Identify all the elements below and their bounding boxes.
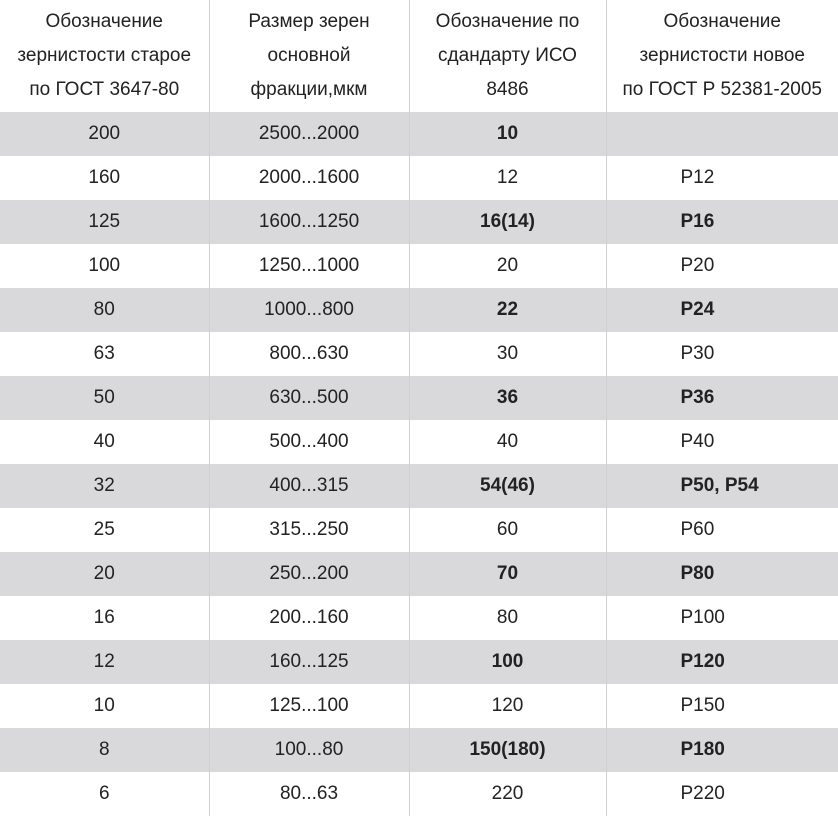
cell-grain-size: 1000...800: [209, 288, 409, 332]
cell-iso: 100: [409, 640, 606, 684]
cell-iso: 220: [409, 772, 606, 816]
cell-grain-size: 500...400: [209, 420, 409, 464]
cell-new-gost: P24: [606, 288, 838, 332]
cell-grain-size: 800...630: [209, 332, 409, 376]
cell-iso: 80: [409, 596, 606, 640]
cell-grain-size: 1600...1250: [209, 200, 409, 244]
cell-grain-size: 80...63: [209, 772, 409, 816]
cell-grain-size: 1250...1000: [209, 244, 409, 288]
cell-old-gost: 10: [0, 684, 209, 728]
cell-old-gost: 20: [0, 552, 209, 596]
cell-grain-size: 315...250: [209, 508, 409, 552]
cell-old-gost: 80: [0, 288, 209, 332]
cell-grain-size: 200...160: [209, 596, 409, 640]
table-row: [0, 288, 838, 332]
table-row: [0, 640, 838, 684]
table-row: [0, 244, 838, 288]
cell-grain-size: 250...200: [209, 552, 409, 596]
cell-new-gost: P220: [680, 783, 725, 804]
cell-iso: 120: [409, 684, 606, 728]
cell-grain-size: 630...500: [209, 376, 409, 420]
table-row: [0, 376, 838, 420]
header-new-gost: Обозначение зернистости новое по ГОСТ Р 52381-2005: [606, 0, 838, 112]
header-iso: Обозначение по сдандарту ИСО 8486: [409, 0, 606, 112]
cell-iso: 12: [409, 156, 606, 200]
cell-old-gost: 200: [0, 112, 209, 156]
cell-iso: 36: [409, 376, 606, 420]
cell-grain-size: 400...315: [209, 464, 409, 508]
cell-old-gost: 16: [0, 596, 209, 640]
cell-iso: 40: [409, 420, 606, 464]
cell-old-gost: 125: [0, 200, 209, 244]
cell-grain-size: 2000...1600: [209, 156, 409, 200]
table-row: [0, 596, 838, 640]
cell-new-gost: P12: [680, 167, 715, 188]
cell-iso: 10: [409, 112, 606, 156]
table-row: [0, 772, 838, 816]
cell-old-gost: 8: [0, 728, 209, 772]
cell-old-gost: 160: [0, 156, 209, 200]
cell-iso: 22: [409, 288, 606, 332]
header-grain-size: Размер зерен основной фракции,мкм: [209, 0, 409, 112]
cell-new-gost: P120: [606, 640, 838, 684]
cell-grain-size: 125...100: [209, 684, 409, 728]
cell-old-gost: 100: [0, 244, 209, 288]
cell-new-gost: P50, P54: [606, 464, 838, 508]
cell-iso: 30: [409, 332, 606, 376]
cell-new-gost: P150: [680, 695, 725, 716]
table-row: [0, 552, 838, 596]
cell-new-gost: P30: [680, 343, 715, 364]
table-row: [0, 684, 838, 728]
cell-grain-size: 160...125: [209, 640, 409, 684]
table-row: [0, 420, 838, 464]
cell-iso: 20: [409, 244, 606, 288]
cell-grain-size: 2500...2000: [209, 112, 409, 156]
cell-new-gost: [606, 112, 838, 156]
cell-new-gost: P20: [680, 255, 715, 276]
cell-new-gost: P100: [680, 607, 725, 628]
table-row: [0, 728, 838, 772]
cell-old-gost: 25: [0, 508, 209, 552]
cell-old-gost: 63: [0, 332, 209, 376]
cell-iso: 54(46): [409, 464, 606, 508]
table-row: [0, 332, 838, 376]
table-body: [0, 112, 838, 816]
cell-new-gost: P180: [606, 728, 838, 772]
cell-iso: 60: [409, 508, 606, 552]
cell-old-gost: 50: [0, 376, 209, 420]
cell-iso: 16(14): [409, 200, 606, 244]
cell-new-gost: P40: [680, 431, 715, 452]
cell-grain-size: 100...80: [209, 728, 409, 772]
table-row: [0, 508, 838, 552]
cell-old-gost: 6: [0, 772, 209, 816]
cell-old-gost: 12: [0, 640, 209, 684]
table-row: [0, 200, 838, 244]
header-row: [0, 0, 838, 112]
cell-iso: 70: [409, 552, 606, 596]
cell-iso: 150(180): [409, 728, 606, 772]
cell-old-gost: 40: [0, 420, 209, 464]
cell-new-gost: P36: [606, 376, 838, 420]
cell-new-gost: P16: [606, 200, 838, 244]
cell-old-gost: 32: [0, 464, 209, 508]
cell-new-gost: P80: [606, 552, 838, 596]
cell-new-gost: P60: [680, 519, 715, 540]
table-row: [0, 464, 838, 508]
header-old-gost: Обозначение зернистости старое по ГОСТ 3647-80: [0, 0, 209, 112]
table-row: [0, 112, 838, 156]
table-row: [0, 156, 838, 200]
